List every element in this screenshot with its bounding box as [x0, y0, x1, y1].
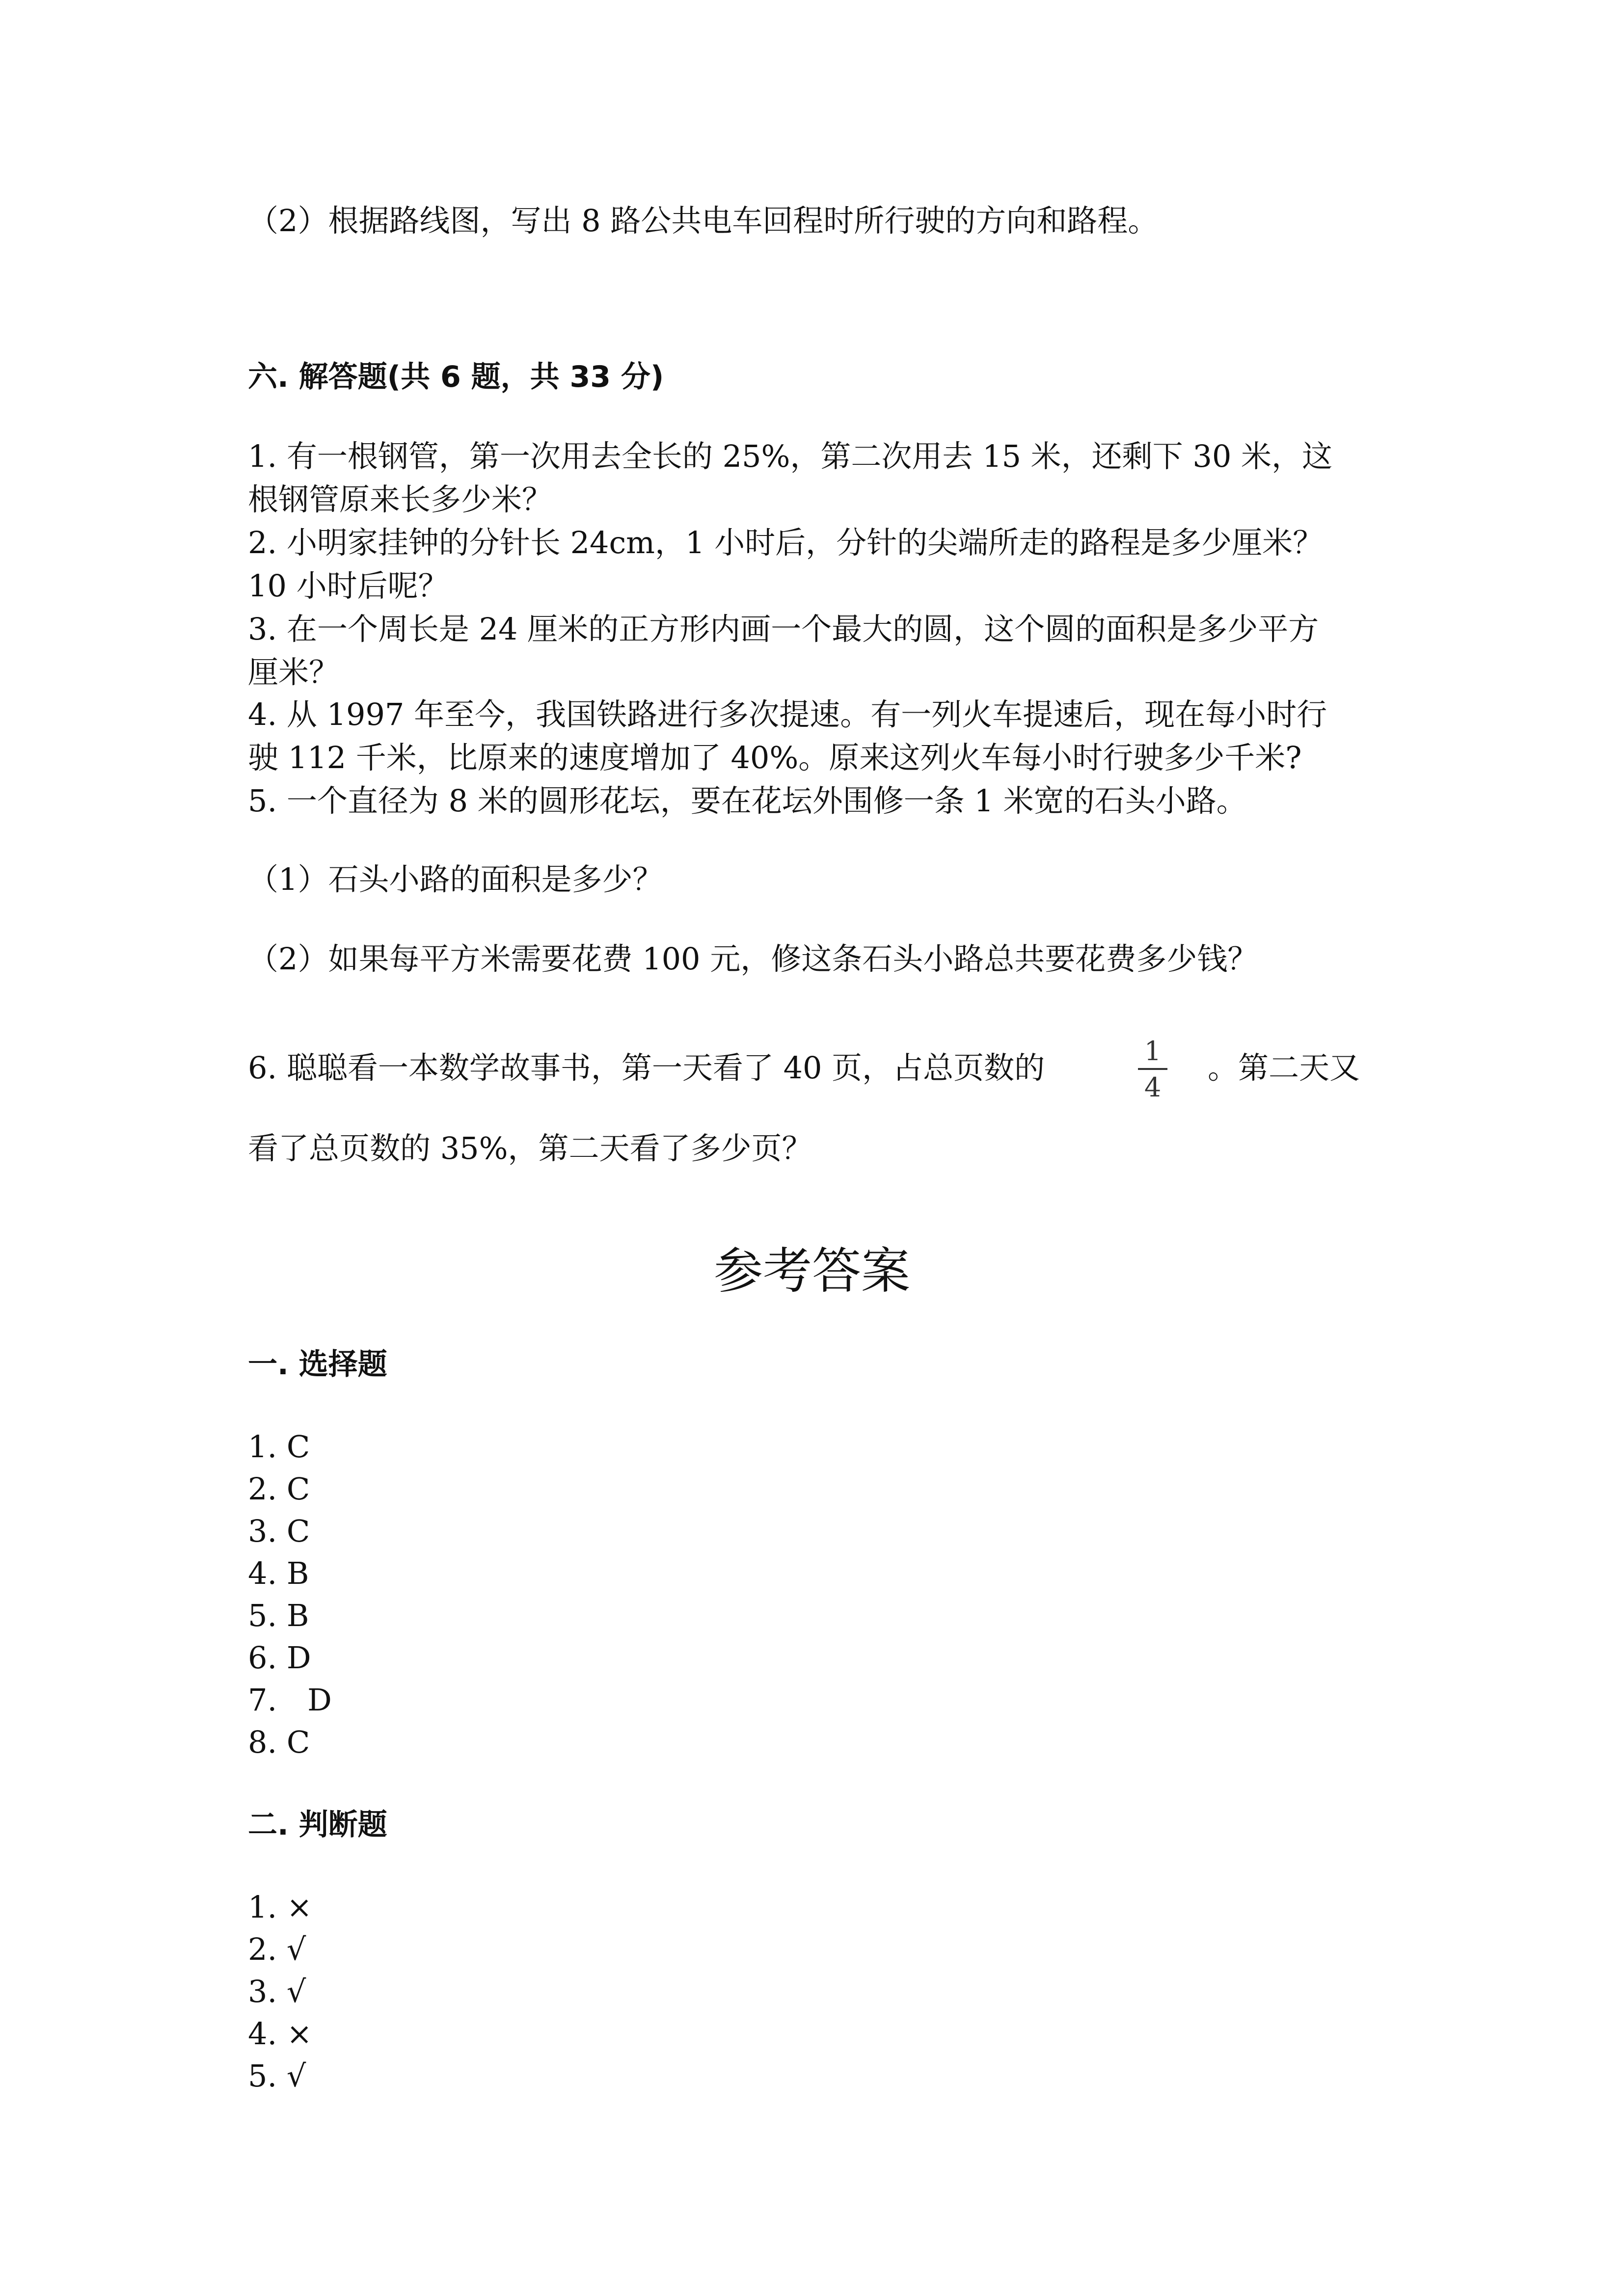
question-5-sub-2: （2）如果每平方米需要花费 100 元，修这条石头小路总共要花费多少钱？ [248, 941, 1258, 977]
question-3-line-2: 厘米？ [248, 654, 340, 690]
answer-1-6: 6. D [248, 1640, 311, 1676]
answer-1-4: 4. B [248, 1555, 309, 1591]
question-2-line-1: 2. 小明家挂钟的分针长 24cm，1 小时后，分针的尖端所走的路程是多少厘米？ [248, 525, 1324, 561]
answer-1-5: 5. B [248, 1598, 309, 1633]
fraction-denominator: 4 [1144, 1072, 1162, 1103]
fraction-bar [1138, 1068, 1167, 1070]
answer-2-2: 2. √ [248, 1931, 306, 1967]
question-2-line-2: 10 小时后呢？ [248, 568, 449, 604]
question-6-line-1-b: 。第二天又 [1208, 1050, 1360, 1086]
question-4-line-2: 驶 112 千米，比原来的速度增加了 40%。原来这列火车每小时行驶多少千米? [248, 740, 1302, 775]
question-1-line-2: 根钢管原来长多少米？ [248, 481, 553, 517]
answer-2-3: 3. √ [248, 1974, 306, 2009]
fraction-numerator: 1 [1144, 1036, 1162, 1067]
answer-1-1: 1. C [248, 1429, 310, 1465]
answers-title: 参考答案 [714, 1242, 910, 1300]
question-5-line-1: 5. 一个直径为 8 米的圆形花坛，要在花坛外围修一条 1 米宽的石头小路。 [248, 783, 1247, 819]
answer-1-8: 8. C [248, 1724, 310, 1760]
answers-heading-1: 一. 选择题 [248, 1347, 387, 1382]
question-3-line-1: 3. 在一个周长是 24 厘米的正方形内画一个最大的圆，这个圆的面积是多少平方 [248, 611, 1319, 647]
question-4-line-1: 4. 从 1997 年至今，我国铁路进行多次提速。有一列火车提速后，现在每小时行 [248, 696, 1327, 732]
question-6-line-2: 看了总页数的 35%，第二天看了多少页？ [248, 1130, 812, 1166]
prev-sub-question: （2）根据路线图，写出 8 路公共电车回程时所行驶的方向和路程。 [248, 203, 1159, 239]
answer-2-5: 5. √ [248, 2058, 306, 2094]
question-5-sub-1: （1）石头小路的面积是多少？ [248, 861, 663, 897]
question-1-line-1: 1. 有一根钢管，第一次用去全长的 25%，第二次用去 15 米，还剩下 30 米，这 [248, 438, 1332, 474]
fraction-one-quarter [1138, 1037, 1167, 1102]
question-6-line-1-a: 6. 聪聪看一本数学故事书，第一天看了 40 页，占总页数的 [248, 1050, 1045, 1086]
answers-heading-2: 二. 判断题 [248, 1808, 387, 1842]
answer-2-4: 4. × [248, 2016, 312, 2052]
answer-1-3: 3. C [248, 1513, 310, 1549]
answer-2-1: 1. × [248, 1889, 312, 1925]
answer-1-2: 2. C [248, 1471, 310, 1507]
section-heading-6: 六. 解答题(共 6 题，共 33 分) [248, 360, 664, 394]
answer-1-7: 7. D [248, 1682, 332, 1718]
